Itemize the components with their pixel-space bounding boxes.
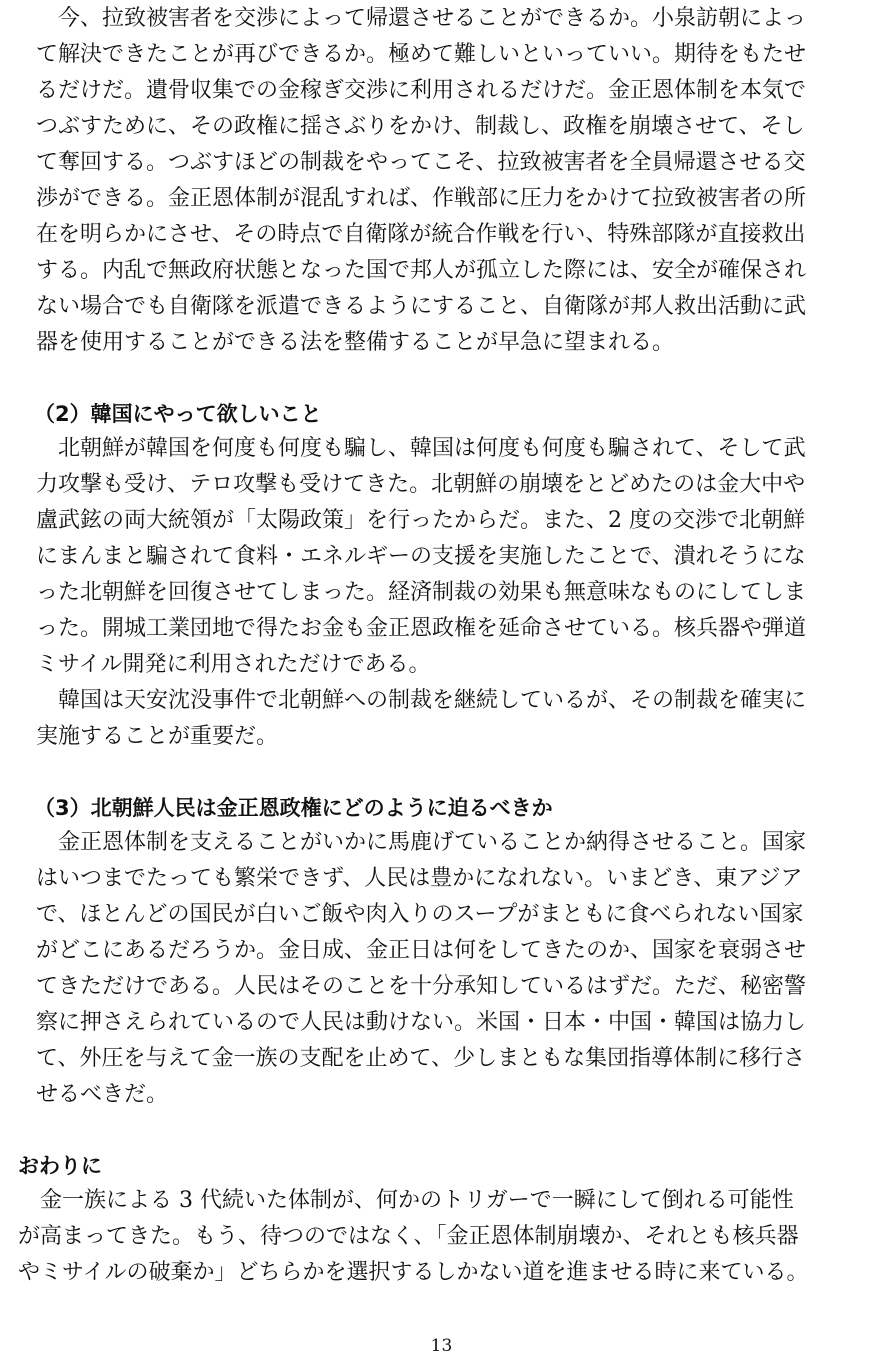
section-heading: （3）北朝鮮人民は金正恩政権にどのように迫るべきか bbox=[34, 796, 553, 820]
text-line: て解決できたことが再びできるか。極めて難しいといっていい。期待をもたせ bbox=[36, 42, 807, 67]
text-line: 韓国は天安沈没事件で北朝鮮への制裁を継続しているが、その制裁を確実に bbox=[36, 688, 807, 713]
text-line: 力攻撃も受け、テロ攻撃も受けてきた。北朝鮮の崩壊をとどめたのは金大中や bbox=[36, 472, 806, 497]
text-line: 今、拉致被害者を交渉によって帰還させることができるか。小泉訪朝によっ bbox=[36, 6, 807, 31]
text-line: がどこにあるだろうか。金日成、金正日は何をしてきたのか、国家を衰弱させ bbox=[36, 938, 807, 963]
text-line: 金一族による 3 代続いた体制が、何かのトリガーで一瞬にして倒れる可能性 bbox=[18, 1188, 794, 1213]
text-line: つぶすために、その政権に揺さぶりをかけ、制裁し、政権を崩壊させて、そし bbox=[36, 114, 805, 139]
text-line: で、ほとんどの国民が白いご飯や肉入りのスープがまともに食べられない国家 bbox=[36, 902, 804, 927]
text-line: にまんまと騙されて食料・エネルギーの支援を実施したことで、潰れそうにな bbox=[36, 544, 806, 569]
text-line: が高まってきた。もう、待つのではなく、「金正恩体制崩壊か、それとも核兵器 bbox=[18, 1224, 799, 1249]
text-line: はいつまでたっても繁栄できず、人民は豊かになれない。いまどき、東アジア bbox=[36, 866, 803, 891]
text-line: する。内乱で無政府状態となった国で邦人が孤立した際には、安全が確保され bbox=[36, 258, 807, 283]
text-line: て、外圧を与えて金一族の支配を止めて、少しまともな集団指導体制に移行さ bbox=[36, 1046, 806, 1071]
text-line: 盧武鉉の両大統領が「太陽政策」を行ったからだ。また、2 度の交渉で北朝鮮 bbox=[36, 508, 805, 533]
text-line: て奪回する。つぶすほどの制裁をやってこそ、拉致被害者を全員帰還させる交 bbox=[36, 150, 806, 175]
text-line: った北朝鮮を回復させてしまった。経済制裁の効果も無意味なものにしてしま bbox=[36, 580, 807, 605]
text-line: 在を明らかにさせ、その時点で自衛隊が統合作戦を行い、特殊部隊が直接救出 bbox=[36, 222, 806, 247]
page-number: 13 bbox=[430, 1336, 453, 1356]
section-heading: おわりに bbox=[18, 1154, 102, 1178]
text-line: てきただけである。人民はそのことを十分承知しているはずだ。ただ、秘密警 bbox=[36, 974, 807, 999]
text-line: ミサイル開発に利用されただけである。 bbox=[36, 652, 431, 677]
text-line: 察に押さえられているので人民は動けない。米国・日本・中国・韓国は協力し bbox=[36, 1010, 807, 1035]
section-heading: （2）韓国にやって欲しいこと bbox=[34, 402, 322, 426]
text-line: 実施することが重要だ。 bbox=[36, 724, 279, 749]
text-line: 渉ができる。金正恩体制が混乱すれば、作戦部に圧力をかけて拉致被害者の所 bbox=[36, 186, 807, 211]
text-line: 器を使用することができる法を整備することが早急に望まれる。 bbox=[36, 330, 675, 355]
text-line: 北朝鮮が韓国を何度も何度も騙し、韓国は何度も何度も騙されて、そして武 bbox=[36, 436, 806, 461]
text-line: 金正恩体制を支えることがいかに馬鹿げていることか納得させること。国家 bbox=[36, 830, 807, 855]
text-line: った。開城工業団地で得たお金も金正恩政権を延命させている。核兵器や弾道 bbox=[36, 616, 807, 641]
text-line: やミサイルの破棄か」どちらかを選択するしかない道を進ませる時に来ている。 bbox=[18, 1260, 809, 1285]
text-line: せるべきだ。 bbox=[36, 1082, 169, 1107]
text-line: るだけだ。遺骨収集での金稼ぎ交渉に利用されるだけだ。金正恩体制を本気で bbox=[36, 78, 807, 103]
text-line: ない場合でも自衛隊を派遣できるようにすること、自衛隊が邦人救出活動に武 bbox=[36, 294, 807, 319]
